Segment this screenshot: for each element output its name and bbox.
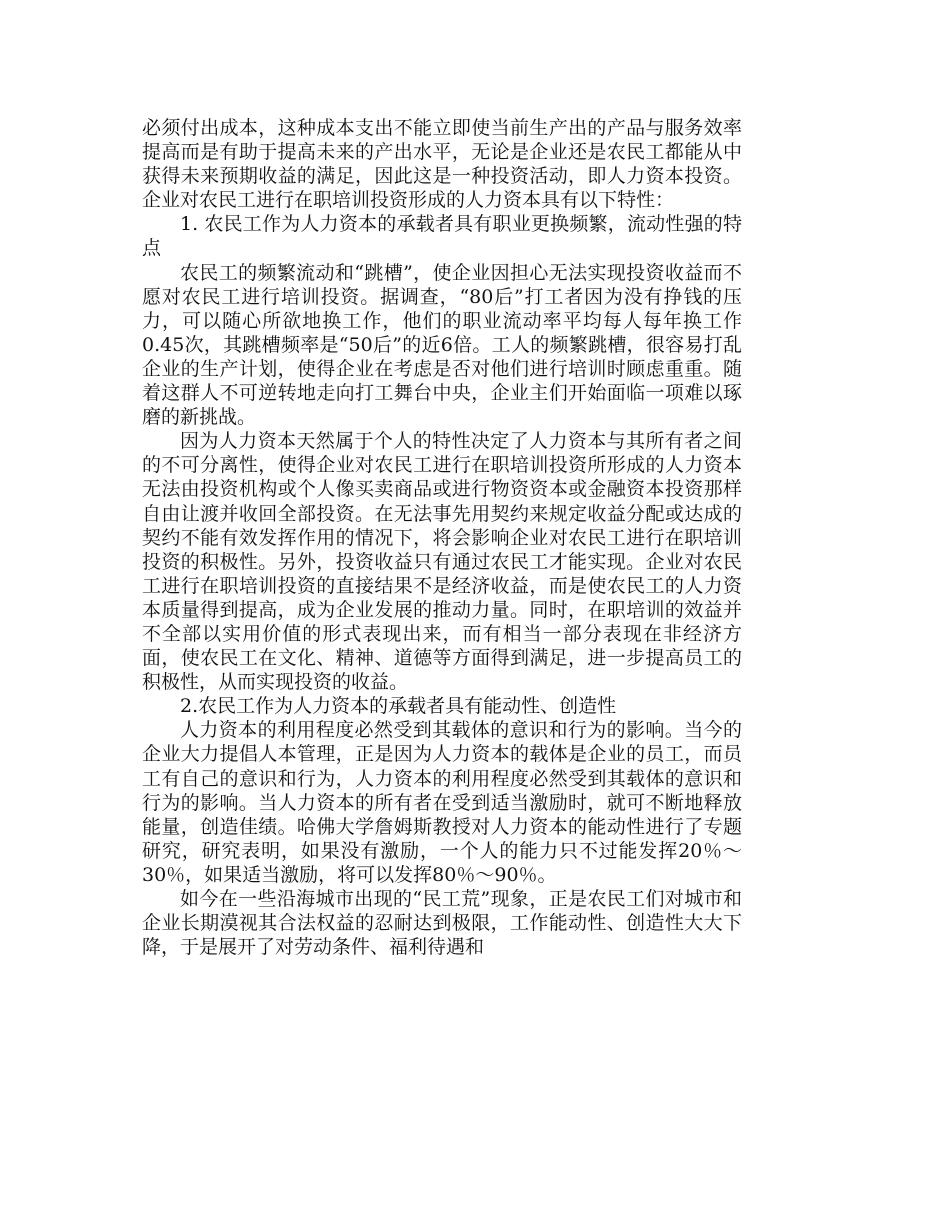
section-heading-1: 1. 农民工作为人力资本的承载者具有职业更换频繁，流动性强的特点 — [142, 213, 742, 260]
paragraph-initiative: 人力资本的利用程度必然受到其载体的意识和行为的影响。当今的企业大力提倡人本管理，正是因为人力资本的载体是企业的员工，而员工有自己的意识和行为，人力资本的利用程度必然受到其载体的意识和行为的影响。当人力资本的所有者在受到适当激励时，就可不断地释放能量，创造佳绩。哈佛大学詹姆斯教授对人力资本的能动性进行了专题研究，研究表明，如果没有激励，一个人的能力只不过能发挥20％～30％，如果适当激励，将可以发挥80％～90％。 — [142, 719, 742, 886]
paragraph-intro: 必须付出成本，这种成本支出不能立即使当前生产出的产品与服务效率提高而是有助于提高未来的产出水平，无论是企业还是农民工都能从中获得未来预期收益的满足，因此这是一种投资活动，即人力资本投资。企业对农民工进行在职培训投资形成的人力资本具有以下特性： — [142, 117, 742, 212]
document-body — [142, 116, 742, 959]
paragraph-inseparability: 因为人力资本天然属于个人的特性决定了人力资本与其所有者之间的不可分离性，使得企业对农民工进行在职培训投资所形成的人力资本无法由投资机构或个人像买卖商品或进行物资资本或金融资本投资那样自由让渡并收回全部投资。在无法事先用契约来规定收益分配或达成的契约不能有效发挥作用的情况下，将会影响企业对农民工进行在职培训投资的积极性。另外，投资收益只有通过农民工才能实现。企业对农民工进行在职培训投资的直接结果不是经济收益，而是使农民工的人力资本质量得到提高，成为企业发展的推动力量。同时，在职培训的效益并不全部以实用价值的形式表现出来，而有相当一部分表现在非经济方面，使农民工在文化、精神、道德等方面得到满足，进一步提高员工的积极性，从而实现投资的收益。 — [142, 430, 742, 694]
section-heading-2: 2.农民工作为人力资本的承载者具有能动性、创造性 — [180, 695, 617, 718]
paragraph-labor-shortage: 如今在一些沿海城市出现的“民工荒”现象，正是农民工们对城市和企业长期漠视其合法权益的忍耐达到极限，工作能动性、创造性大大下降，于是展开了对劳动条件、福利待遇和 — [142, 888, 742, 959]
paragraph-job-hopping: 农民工的频繁流动和“跳槽”，使企业因担心无法实现投资收益而不愿对农民工进行培训投资。据调查，“80后”打工者因为没有挣钱的压力，可以随心所欲地换工作，他们的职业流动率平均每人每年换工作0.45次，其跳槽频率是“50后”的近6倍。工人的频繁跳槽，很容易打乱企业的生产计划，使得企业在考虑是否对他们进行培训时顾虑重重。随着这群人不可逆转地走向打工舞台中央，企业主们开始面临一项难以琢磨的新挑战。 — [142, 261, 742, 429]
